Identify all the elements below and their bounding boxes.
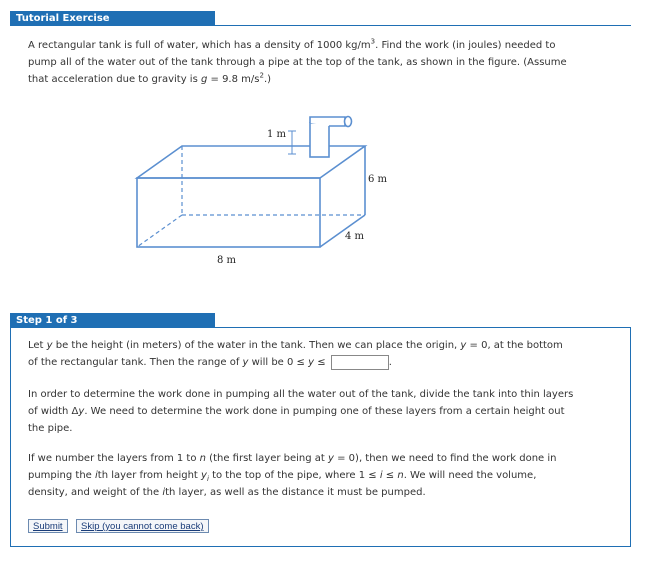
step-text: pumping the	[28, 470, 96, 481]
problem-superscript: 3	[370, 37, 376, 46]
problem-superscript: 2	[259, 71, 264, 80]
problem-text-part: pump all of the water out of the tank through a pipe at the top of the tank, as shown in the figure. (Assume	[28, 57, 567, 68]
step-text: ≤	[314, 357, 329, 368]
tank-top-face	[137, 146, 365, 178]
step-text: (the first layer being at	[205, 453, 329, 464]
tank-front-face	[137, 178, 320, 247]
problem-text-part: .)	[263, 74, 272, 85]
math-variable: n	[397, 470, 404, 481]
tank-length-label: 8 m	[217, 255, 237, 266]
problem-text-part: . Find the work (in joules) needed to	[375, 40, 556, 51]
step-text: If we number the layers from 1 to	[28, 453, 200, 464]
step-text: th layer from height	[97, 470, 202, 481]
step-text: be the height (in meters) of the water in the tank. Then we can place the origin,	[52, 340, 461, 351]
math-variable: g	[200, 74, 208, 85]
step-text: = 0, at the bottom	[466, 340, 563, 351]
step-paragraph-2	[28, 386, 613, 437]
step-text: will be 0 ≤	[248, 357, 309, 368]
math-variable: y	[460, 340, 467, 351]
problem-text-part: A rectangular tank is full of water, which has a density of 1000 kg/m	[28, 40, 371, 51]
step-text: In order to determine the work done in pumping all the water out of the tank, divide the tank into thin layers	[28, 389, 574, 400]
math-variable: y	[201, 470, 207, 481]
step-text: . We need to determine the work done in pumping one of these layers from a certain height out	[84, 406, 565, 417]
step-text: density, and weight of the	[28, 487, 163, 498]
tank-figure	[120, 108, 388, 268]
step-text: ≤	[382, 470, 398, 481]
step-text: to the top of the pipe, where 1 ≤	[208, 470, 380, 481]
tank-height-label: 6 m	[368, 174, 388, 185]
pipe-outlet	[345, 117, 352, 127]
step-paragraph-1	[28, 337, 608, 371]
pipe-vertical	[310, 123, 329, 157]
problem-text-part: that acceleration due to gravity is	[28, 74, 201, 85]
header-rule	[215, 25, 631, 26]
hidden-edge	[137, 215, 182, 247]
math-variable: i	[95, 470, 98, 481]
tutorial-header: Tutorial Exercise	[10, 11, 215, 26]
step-text: . We will need the volume,	[403, 470, 537, 481]
range-upper-input[interactable]	[331, 355, 389, 370]
math-variable: y	[328, 453, 334, 464]
skip-button[interactable]: Skip (you cannot come back)	[76, 519, 209, 533]
math-variable: n	[199, 453, 206, 464]
tank-width-label: 4 m	[345, 231, 365, 242]
math-variable: y	[242, 357, 249, 368]
step-text: th layer, as well as the distance it must be pumped.	[165, 487, 426, 498]
step-paragraph-3	[28, 450, 608, 501]
step-text: Let	[28, 340, 47, 351]
step-text: .	[388, 357, 392, 368]
step-text: of the rectangular tank. Then the range of	[28, 357, 243, 368]
math-variable: y	[308, 357, 315, 368]
math-subscript: i	[206, 475, 209, 483]
step-header: Step 1 of 3	[10, 313, 215, 328]
submit-button[interactable]: Submit	[28, 519, 68, 533]
step-text: the pipe.	[28, 423, 73, 434]
problem-text-part: = 9.8 m/s	[207, 74, 260, 85]
math-variable: i	[162, 487, 166, 498]
step-text: = 0), then we need to find the work done in	[333, 453, 557, 464]
math-variable: y	[46, 340, 53, 351]
step-text: of width Δ	[28, 406, 79, 417]
math-variable: i	[379, 470, 383, 481]
pipe-length-label: 1 m	[267, 129, 287, 140]
math-variable: y	[78, 406, 85, 417]
problem-statement	[28, 37, 603, 88]
